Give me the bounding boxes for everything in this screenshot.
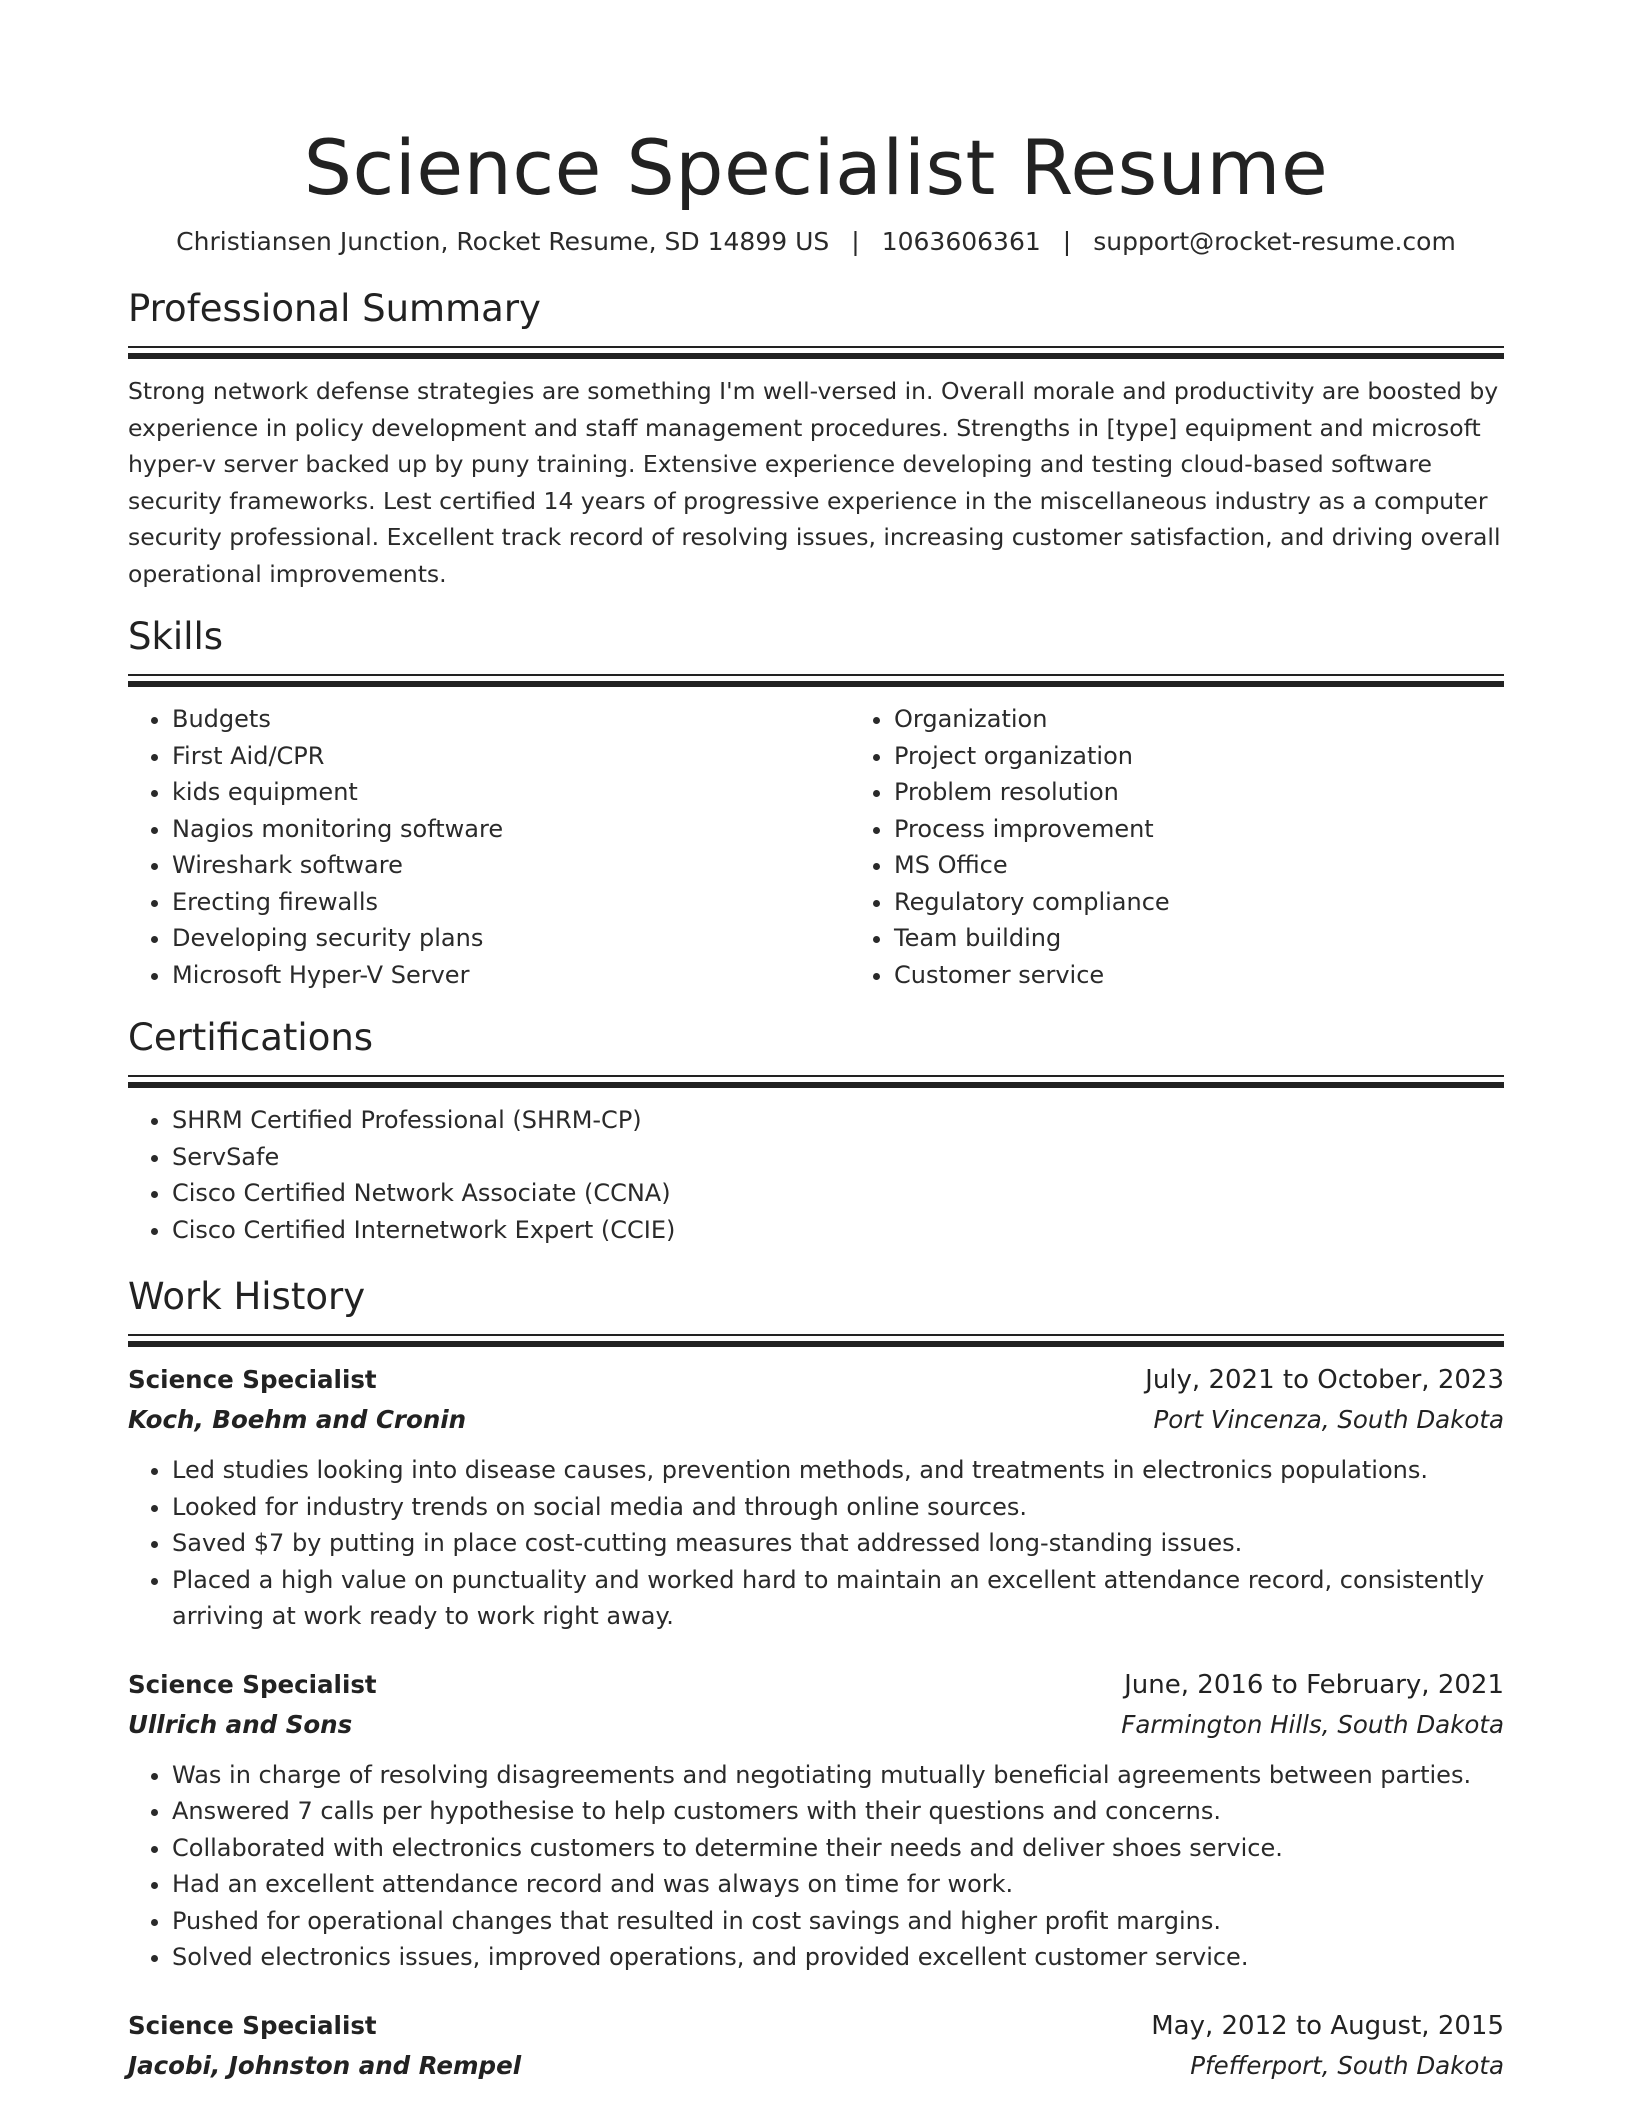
job-entry	[128, 1665, 1504, 1976]
job-bullet: • Placed a high value on punctuality and worked hard to maintain an excellent attendance record, consistently arriving at work ready to work right away.	[172, 1562, 1504, 1635]
skill-item: • MS Office	[894, 847, 1572, 884]
job-subheader-row	[128, 2046, 1504, 2086]
certifications-section	[128, 1013, 1504, 1248]
section-heading-skills: Skills	[128, 615, 224, 658]
job-bullet: • Solved electronics issues, improved operations, and provided excellent customer service.	[172, 1939, 1504, 1976]
job-title: Science Specialist	[128, 2010, 377, 2040]
job-title: Science Specialist	[128, 1365, 377, 1394]
work-history-section	[128, 1272, 1504, 2086]
summary-section	[128, 284, 1504, 592]
skill-item: • Microsoft Hyper-V Server	[172, 957, 850, 994]
contact-separator: |	[1062, 227, 1072, 256]
certification-item: • ServSafe	[172, 1139, 1504, 1176]
section-rule	[128, 346, 1504, 360]
job-bullet: • Led studies looking into disease causes, prevention methods, and treatments in electronics populations.	[172, 1452, 1504, 1489]
section-rule	[128, 674, 1504, 688]
skill-item: • Customer service	[894, 957, 1572, 994]
contact-address: Christiansen Junction, Rocket Resume, SD 14899 US	[176, 227, 830, 256]
skills-list-left	[128, 701, 850, 993]
skill-item: • Problem resolution	[894, 774, 1572, 811]
section-heading-work-history: Work History	[128, 1275, 366, 1318]
certification-item: • Cisco Certified Network Associate (CCNA)	[172, 1175, 1504, 1212]
job-company: Jacobi, Johnston and Rempel	[128, 2050, 522, 2080]
contact-email[interactable]: support@rocket-resume.com	[1093, 227, 1456, 256]
skill-item: • First Aid/CPR	[172, 738, 850, 775]
section-rule	[128, 1075, 1504, 1089]
skill-item: • Budgets	[172, 701, 850, 738]
skill-item: • Team building	[894, 920, 1572, 957]
job-bullet: • Was in charge of resolving disagreements and negotiating mutually beneficial agreements between parties.	[172, 1757, 1504, 1794]
skill-item: • Organization	[894, 701, 1572, 738]
skills-section	[128, 612, 1504, 993]
job-subheader-row	[128, 1400, 1504, 1440]
job-dates: July, 2021 to October, 2023	[1145, 1365, 1504, 1395]
job-location: Pfefferport, South Dakota	[1190, 2050, 1504, 2080]
section-rule	[128, 1334, 1504, 1348]
job-bullet: • Collaborated with electronics customers to determine their needs and deliver shoes service.	[172, 1830, 1504, 1867]
skills-grid	[128, 701, 1504, 993]
job-company: Koch, Boehm and Cronin	[128, 1405, 467, 1434]
job-bullet: • Had an excellent attendance record and was always on time for work.	[172, 1866, 1504, 1903]
skill-item: • Wireshark software	[172, 847, 850, 884]
skill-item: • Regulatory compliance	[894, 884, 1572, 921]
certifications-list	[128, 1102, 1504, 1248]
job-bullets	[128, 1757, 1504, 1976]
resume-page	[128, 0, 1504, 2086]
job-dates: June, 2016 to February, 2021	[1124, 1669, 1504, 1700]
section-heading-certifications: Certifications	[128, 1016, 374, 1059]
resume-title: Science Specialist Resume	[303, 123, 1329, 212]
job-bullet: • Answered 7 calls per hypothesise to help customers with their questions and concerns.	[172, 1793, 1504, 1830]
job-entry	[128, 2006, 1504, 2086]
skill-item: • Erecting firewalls	[172, 884, 850, 921]
job-bullet: • Pushed for operational changes that resulted in cost savings and higher profit margins.	[172, 1903, 1504, 1940]
certification-item: • SHRM Certified Professional (SHRM-CP)	[172, 1102, 1504, 1139]
job-subheader-row	[128, 1705, 1504, 1745]
contact-phone: 1063606361	[881, 227, 1041, 256]
skill-item: • Developing security plans	[172, 920, 850, 957]
job-header-row	[128, 2006, 1504, 2046]
summary-text: Strong network defense strategies are something I'm well-versed in. Overall morale and productivity are boosted by experience in policy development and staff management procedures. Strengths in [type] equipment and microsoft hyper-v server backed up by puny training. Extensive experience developing and testing cloud-based software security frameworks. Lest certified 14 years of progressive experience in the miscellaneous industry as a computer security professional. Excellent track record of resolving issues, increasing customer satisfaction, and driving overall operational improvements.	[128, 377, 1501, 588]
contact-line	[128, 224, 1504, 260]
skill-item: • Nagios monitoring software	[172, 811, 850, 848]
job-bullet: • Saved $7 by putting in place cost-cutting measures that addressed long-standing issues.	[172, 1525, 1504, 1562]
certification-item: • Cisco Certified Internetwork Expert (CCIE)	[172, 1212, 1504, 1249]
job-bullets	[128, 1452, 1504, 1635]
job-company: Ullrich and Sons	[128, 1709, 353, 1739]
skill-item: • Process improvement	[894, 811, 1572, 848]
job-header-row	[128, 1665, 1504, 1705]
section-heading-summary: Professional Summary	[128, 287, 541, 330]
job-header-row	[128, 1360, 1504, 1400]
skill-item: • kids equipment	[172, 774, 850, 811]
contact-separator: |	[851, 227, 860, 256]
job-location: Port Vincenza, South Dakota	[1153, 1405, 1504, 1434]
skills-list-right	[850, 701, 1572, 993]
job-dates: May, 2012 to August, 2015	[1151, 2010, 1504, 2041]
job-entry	[128, 1360, 1504, 1635]
skill-item: • Project organization	[894, 738, 1572, 775]
job-title: Science Specialist	[128, 1669, 377, 1699]
job-location: Farmington Hills, South Dakota	[1121, 1709, 1504, 1739]
job-bullet: • Looked for industry trends on social media and through online sources.	[172, 1489, 1504, 1526]
